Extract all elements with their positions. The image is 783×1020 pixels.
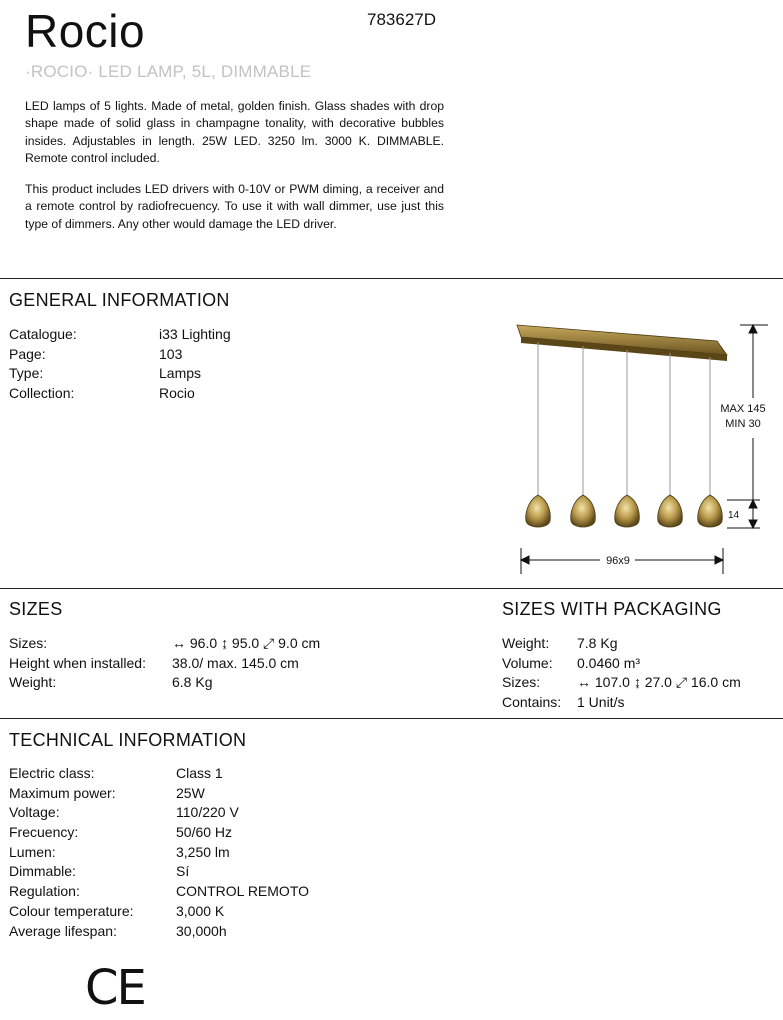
section-divider xyxy=(0,718,783,719)
sizes-row xyxy=(9,634,489,654)
description-paragraph-2: This product includes LED drivers with 0-10V or PWM diming, a receiver and a remote control by radiofrecuency. To use it with wall dimmer, use just this type of dimmers. Any other would damage the LED driver. xyxy=(25,182,444,231)
general-table xyxy=(9,325,309,404)
general-value: 103 xyxy=(159,345,183,362)
technical-value: 3,250 lm xyxy=(176,843,230,860)
sizes-value: 38.0/ max. 145.0 cm xyxy=(172,654,299,671)
technical-row xyxy=(9,823,409,843)
sizes-value: ↔ 96.0 ↨ 95.0 ⤢ 9.0 cm xyxy=(172,635,321,651)
ceiling-canopy xyxy=(517,325,727,361)
sizes-table xyxy=(9,634,489,693)
technical-value: Sí xyxy=(176,863,190,880)
technical-row xyxy=(9,882,409,902)
sizes-heading: SIZES xyxy=(9,599,63,619)
sizes-row xyxy=(9,673,489,693)
general-row xyxy=(9,345,309,365)
technical-table xyxy=(9,764,409,941)
sizes-row xyxy=(9,654,489,674)
packaging-row xyxy=(502,634,777,654)
technical-label: Regulation: xyxy=(9,883,80,900)
general-row xyxy=(9,325,309,345)
technical-label: Voltage: xyxy=(9,804,60,821)
packaging-value: 0.0460 m³ xyxy=(577,654,641,671)
technical-value: 30,000h xyxy=(176,922,227,939)
min-height-label: MIN 30 xyxy=(725,418,761,430)
glass-shades xyxy=(526,495,723,527)
packaging-row xyxy=(502,693,777,713)
technical-label: Average lifespan: xyxy=(9,922,117,939)
product-subtitle: ·ROCIO· LED LAMP, 5L, DIMMABLE xyxy=(25,62,312,81)
product-code: 783627D xyxy=(367,10,437,29)
general-value: Lamps xyxy=(159,365,202,382)
sizes-label: Sizes: xyxy=(9,635,48,651)
width-label: 96x9 xyxy=(606,555,630,567)
technical-label: Dimmable: xyxy=(9,863,76,880)
general-label: Catalogue: xyxy=(9,326,77,342)
packaging-table xyxy=(502,634,777,713)
technical-row xyxy=(9,902,409,922)
technical-value: 110/220 V xyxy=(176,804,239,821)
technical-row xyxy=(9,803,409,823)
packaging-label: Volume: xyxy=(502,654,553,671)
max-height-label: MAX 145 xyxy=(720,403,766,415)
packaging-row xyxy=(502,654,777,674)
sizes-label: Weight: xyxy=(9,674,57,691)
packaging-label: Contains: xyxy=(502,694,562,711)
general-heading: GENERAL INFORMATION xyxy=(9,290,230,310)
technical-row xyxy=(9,784,409,804)
technical-value: 50/60 Hz xyxy=(176,824,233,841)
technical-value: Class 1 xyxy=(176,765,223,781)
technical-value: CONTROL REMOTO xyxy=(176,883,310,900)
technical-row xyxy=(9,764,409,784)
technical-row xyxy=(9,843,409,863)
section-divider xyxy=(0,278,783,279)
technical-label: Colour temperature: xyxy=(9,902,134,919)
technical-label: Maximum power: xyxy=(9,784,116,801)
product-title: Rocio xyxy=(25,5,146,57)
technical-heading: TECHNICAL INFORMATION xyxy=(9,730,247,750)
general-label: Page: xyxy=(9,345,46,362)
pendant-cables xyxy=(538,342,710,497)
technical-value: 3,000 K xyxy=(176,902,225,919)
general-row xyxy=(9,384,309,404)
technical-row xyxy=(9,922,409,942)
packaging-value: 7.8 Kg xyxy=(577,635,618,651)
packaging-value: 1 Unit/s xyxy=(577,694,625,711)
general-value: i33 Lighting xyxy=(159,326,231,342)
packaging-value: ↔ 107.0 ↨ 27.0 ⤢ 16.0 cm xyxy=(577,674,741,691)
technical-label: Frecuency: xyxy=(9,824,79,841)
shade-height-label: 14 xyxy=(728,510,740,521)
sizes-label: Height when installed: xyxy=(9,654,146,671)
packaging-label: Sizes: xyxy=(502,674,541,691)
packaging-row xyxy=(502,673,777,693)
packaging-heading: SIZES WITH PACKAGING xyxy=(502,599,722,619)
technical-value: 25W xyxy=(176,784,205,801)
general-label: Collection: xyxy=(9,385,75,402)
sizes-value: 6.8 Kg xyxy=(172,674,213,691)
lamp-dimension-drawing xyxy=(505,315,775,580)
general-label: Type: xyxy=(9,365,44,382)
general-value: Rocio xyxy=(159,385,195,402)
general-row xyxy=(9,364,309,384)
ce-mark-icon: CE xyxy=(85,960,145,1016)
technical-row xyxy=(9,862,409,882)
packaging-label: Weight: xyxy=(502,635,550,651)
section-divider xyxy=(0,588,783,589)
description-paragraph-1: LED lamps of 5 lights. Made of metal, golden finish. Glass shades with drop shape made of solid glass in champagne tonality, with decorative bubbles insides. Adjustables in length. 25W LED. 3250 lm. 3000 K. DIMMABLE. Remote control included. xyxy=(25,99,444,166)
technical-label: Lumen: xyxy=(9,843,56,860)
technical-label: Electric class: xyxy=(9,765,95,781)
